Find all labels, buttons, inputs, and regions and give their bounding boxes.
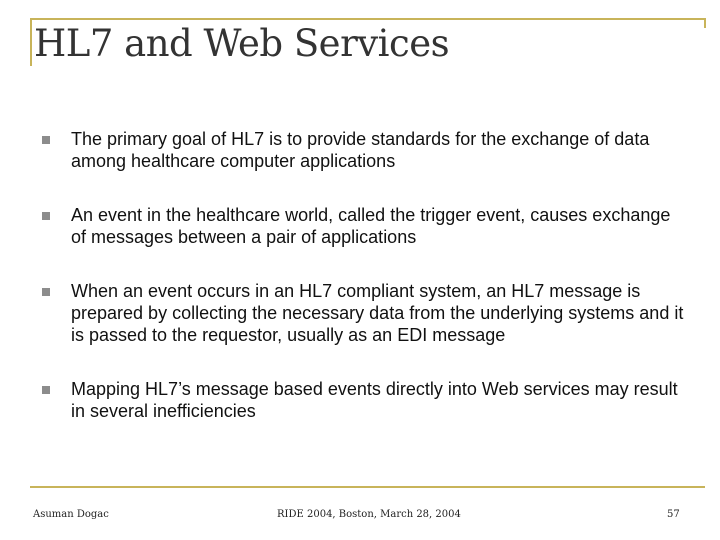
bullet-text: When an event occurs in an HL7 compliant system, an HL7 message is prepared by collecting the necessary data from the underlying systems and it is passed to the requestor, usually as an EDI message [71,281,684,345]
title-frame-top-rule [30,18,705,20]
footer-rule [30,486,705,488]
title-frame-right-rule [704,18,706,28]
bullet-text: The primary goal of HL7 is to provide standards for the exchange of data among healthcare computer applications [71,129,650,171]
footer-author: Asuman Dogac [33,509,109,520]
bullet-item [40,280,690,346]
bullet-text: An event in the healthcare world, called the trigger event, causes exchange of messages between a pair of applications [71,205,671,247]
square-bullet-icon [42,212,50,220]
square-bullet-icon [42,288,50,296]
footer-event: RIDE 2004, Boston, March 28, 2004 [277,509,461,520]
square-bullet-icon [42,386,50,394]
bullet-item [40,128,690,172]
bullet-item [40,378,690,422]
slide-title: HL7 and Web Services [34,22,450,65]
square-bullet-icon [42,136,50,144]
bullet-list [40,128,690,422]
footer-page-number: 57 [667,509,680,520]
title-frame-left-rule [30,18,32,66]
bullet-text: Mapping HL7’s message based events directly into Web services may result in several inefficiencies [71,379,678,421]
bullet-item [40,204,690,248]
